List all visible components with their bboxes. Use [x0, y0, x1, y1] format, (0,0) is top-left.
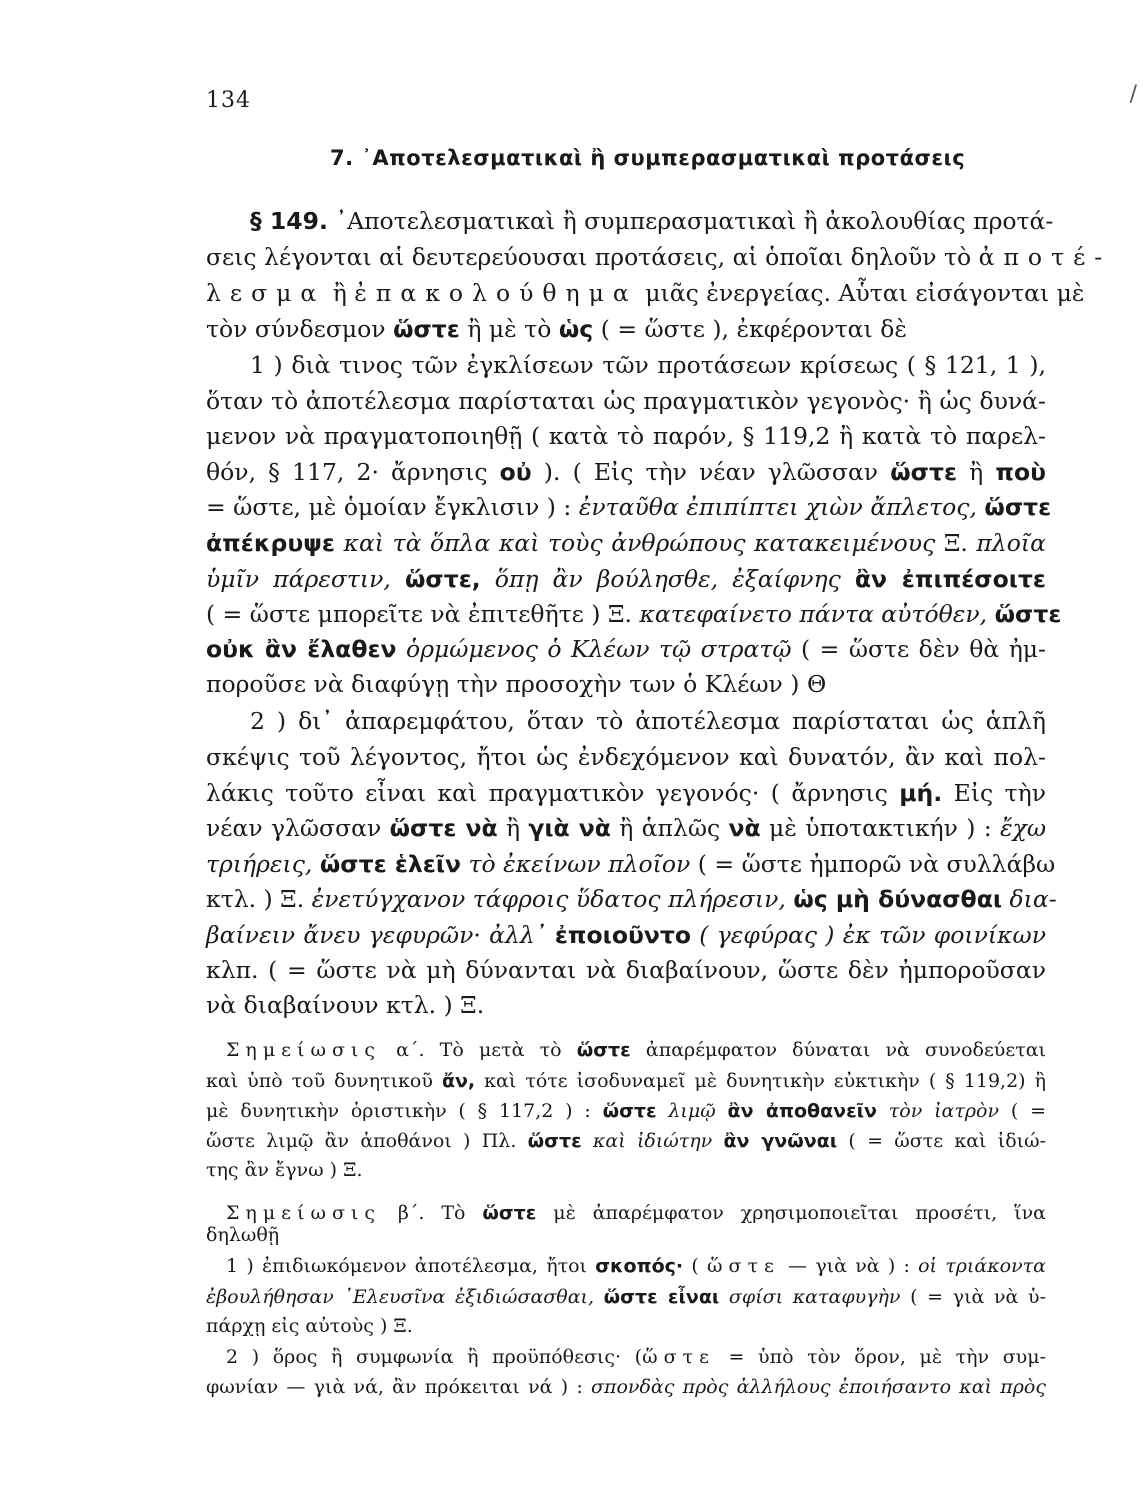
- quoted-example: τὸ ἐκείνων πλοῖον: [461, 850, 691, 878]
- bold-term: ὥστε νὰ: [389, 814, 498, 842]
- quoted-example: κατεφαίνετο πάντα αὐτόθεν,: [639, 600, 988, 628]
- spaced-term: ἀποτέ-: [978, 243, 1112, 271]
- note-text: ( = γιὰ νὰ ὑ-: [900, 1286, 1046, 1308]
- body-line-14: [206, 669, 1046, 699]
- quoted-example: πλοῖα: [976, 529, 1046, 557]
- body-text: Εἰς τὴν: [942, 779, 1047, 807]
- body-text: ἢ: [957, 458, 996, 486]
- bold-term: νὰ: [728, 814, 761, 842]
- quoted-example: ὅπῃ ἂν βούλησθε, ἐξαίφνης: [480, 565, 855, 593]
- body-line-20: [206, 884, 1057, 914]
- quoted-example: ἐνετύγχανον τάφροις ὕδατος πλήρεσιν,: [311, 885, 786, 913]
- note-text: μὲ ἀπαρέμφατον χρησιμοποιεῖται προσέτι, ἵνα: [536, 1202, 1046, 1224]
- note-line-1: [226, 1037, 1046, 1063]
- body-line-5: [250, 350, 1046, 380]
- note-line-5: [206, 1157, 1046, 1183]
- quoted-example: καὶ ἰδιώτην: [581, 1130, 724, 1152]
- bold-term: ὥστε: [984, 493, 1052, 521]
- note-line-4: [206, 1128, 1046, 1154]
- note-text: (: [683, 1255, 708, 1277]
- body-text: ( = ὥστε μπορεῖτε νὰ ἐπιτεθῆτε ) Ξ.: [206, 600, 640, 628]
- note-text: ὥστε λιμῷ ἂν ἀποθάνοι ) Πλ.: [206, 1130, 528, 1152]
- note-label: Σημείωσις: [226, 1202, 382, 1224]
- bold-term: ἀπέκρυψε: [206, 529, 335, 557]
- body-text: ). ( Εἰς τὴν νέαν γλῶσσαν: [531, 458, 891, 486]
- note-line-7: [206, 1222, 1046, 1248]
- quoted-example: ἐνταῦθα ἐπιπίπτει χιὼν ἄπλετος,: [578, 493, 977, 521]
- bold-term: ὥστε: [576, 1039, 631, 1061]
- quoted-example: ὁρμώμενος ὁ Κλέων τῷ στρατῷ: [396, 635, 792, 663]
- quoted-example: καὶ τὰ ὅπλα καὶ τοὺς ἀνθρώπους κατακειμένους: [334, 529, 936, 557]
- note-line-12: [206, 1374, 1046, 1400]
- note-text: ἀπαρέμφατον δύναται νὰ συνοδεύεται: [630, 1039, 1046, 1061]
- bold-term: ἂν ἀποθανεῖν: [727, 1100, 877, 1122]
- bold-term: ὥστε: [890, 458, 958, 486]
- note-text: καὶ τότε ἰσοδυναμεῖ μὲ δυνητικὴν εὐκτικὴν ( § 119,2) ἢ: [475, 1070, 1046, 1092]
- note-label: Σημείωσις: [226, 1039, 382, 1061]
- body-line-13: [206, 634, 1046, 664]
- body-line-2: [206, 242, 1112, 272]
- note-text: πάρχῃ εἰς αὐτοὺς ) Ξ.: [206, 1315, 413, 1337]
- body-text: ὅταν τὸ ἀποτέλεσμα παρίσταται ὡς πραγματικὸν γεγονὸς· ἢ ὡς δυνά-: [206, 387, 1046, 415]
- body-text: κλπ. ( = ὥστε νὰ μὴ δύνανται νὰ διαβαίνουν, ὥστε δὲν ἠμποροῦσαν: [206, 956, 1046, 984]
- body-text: ἢ: [325, 279, 355, 307]
- body-line-16: [206, 742, 1046, 772]
- quoted-example: ἐβουλήθησαν ᾿Ελευσῖνα ἐξιδιώσασθαι,: [206, 1286, 604, 1308]
- body-text: τὸν σύνδεσμον: [206, 315, 394, 343]
- bold-term: μή.: [899, 779, 943, 807]
- body-line-12: [206, 599, 1062, 629]
- body-line-22: [206, 955, 1046, 985]
- note-line-11: [226, 1344, 1046, 1370]
- body-line-6: [206, 386, 1046, 416]
- quoted-example: οἱ τριάκοντα: [918, 1255, 1046, 1277]
- bold-term: οὐ: [499, 458, 532, 486]
- quoted-example: λιμῷ: [656, 1100, 728, 1122]
- bold-term: ὥστε: [994, 600, 1062, 628]
- note-text: α΄. Τὸ μετὰ τὸ: [381, 1039, 577, 1061]
- page-number: 134: [206, 88, 251, 113]
- spaced-term: ὥστε: [707, 1255, 780, 1277]
- bold-term: γιὰ νὰ: [528, 814, 611, 842]
- note-text: 1 ) ἐπιδιωκόμενον ἀποτέλεσμα, ἤτοι: [226, 1255, 596, 1277]
- body-text: λάκις τοῦτο εἶναι καὶ πραγματικὸν γεγονός· ( ἄρνησις: [206, 779, 900, 807]
- body-line-1: [250, 206, 1054, 236]
- note-text: 2 ) ὅρος ἢ συμφωνία ἢ προϋπόθεσις· (: [226, 1346, 643, 1368]
- bold-term: ὥστε εἶναι: [603, 1286, 720, 1308]
- body-line-15: [250, 706, 1046, 736]
- quoted-example: ἔχω: [999, 814, 1046, 842]
- quoted-example: βαίνειν ἄνευ γεφυρῶν· ἀλλ᾿: [206, 921, 547, 949]
- body-text: κτλ. ) Ξ.: [206, 885, 312, 913]
- body-text: ἢ ἁπλῶς: [610, 814, 729, 842]
- body-line-23: [206, 990, 1046, 1020]
- body-text: Ξ.: [935, 529, 977, 557]
- note-line-3: [206, 1098, 1046, 1124]
- bold-term: ὥστε,: [404, 565, 481, 593]
- note-text: καὶ ὑπὸ τοῦ δυνητικοῦ: [206, 1070, 442, 1092]
- body-text: μιᾶς ἐνεργείας. Αὗται εἰσάγονται μὲ: [637, 279, 1085, 307]
- note-text: ( =: [999, 1100, 1046, 1122]
- body-line-21: [206, 920, 1046, 950]
- body-text: ἢ μὲ τὸ: [459, 315, 559, 343]
- note-line-10: [206, 1313, 1046, 1339]
- bold-term: ὥστε: [602, 1100, 657, 1122]
- body-text: ποροῦσε νὰ διαφύγῃ τὴν προσοχὴν των ὁ Κλέων ) Θ: [206, 670, 827, 698]
- note-text: δηλωθῇ: [206, 1224, 280, 1246]
- body-line-4: [206, 314, 1046, 344]
- body-text: ἢ: [497, 814, 529, 842]
- body-text: μὲ ὑποτακτικήν ) :: [760, 814, 1000, 842]
- note-text: = ὑπὸ τὸν ὅρον, μὲ τὴν συμ-: [714, 1346, 1046, 1368]
- body-text: 1 ) διὰ τινος τῶν ἐγκλίσεων τῶν προτάσεων κρίσεως ( § 121, 1 ),: [250, 351, 1046, 379]
- bold-term: ποὺ: [995, 458, 1046, 486]
- bold-term: ὥστε: [393, 315, 460, 343]
- body-text: νέαν γλῶσσαν: [206, 814, 390, 842]
- section-number: § 149.: [250, 207, 328, 235]
- quoted-example: τὸν ἰατρὸν: [877, 1100, 1000, 1122]
- quoted-example: σπονδὰς πρὸς ἀλλήλους ἐποιήσαντο καὶ πρὸς: [591, 1376, 1046, 1398]
- margin-mark: /: [1129, 82, 1137, 107]
- body-line-18: [206, 813, 1046, 843]
- body-line-10: [206, 528, 1046, 558]
- body-line-17: [206, 778, 1046, 808]
- body-text: νὰ διαβαίνουν κτλ. ) Ξ.: [206, 991, 485, 1019]
- bold-term: ἂν γνῶναι: [723, 1130, 838, 1152]
- body-text: [547, 921, 555, 949]
- body-text: μενον νὰ πραγματοποιηθῇ ( κατὰ τὸ παρόν, § 119,2 ἢ κατὰ τὸ παρελ-: [206, 422, 1046, 450]
- bold-term: οὐκ ἂν ἔλαθεν: [206, 635, 397, 663]
- body-line-7: [206, 421, 1046, 451]
- body-text: ( = ὥστε δὲν θὰ ἠμ-: [791, 635, 1046, 663]
- quoted-example: δια-: [1002, 885, 1057, 913]
- note-text: β΄. Τὸ: [381, 1202, 483, 1224]
- body-text: σκέψις τοῦ λέγοντος, ἤτοι ὡς ἐνδεχόμενον καὶ δυνατόν, ἂν καὶ πολ-: [206, 743, 1046, 771]
- quoted-example: ὑμῖν πάρεστιν,: [206, 565, 405, 593]
- note-line-8: [226, 1253, 1046, 1279]
- body-text: ( = ὥστε ), ἐκφέρονται δὲ: [593, 315, 907, 343]
- body-line-8: [206, 457, 1046, 487]
- note-text: — γιὰ νὰ ) :: [779, 1255, 919, 1277]
- quoted-example: σφίσι καταφυγὴν: [719, 1286, 901, 1308]
- bold-term: ὥστε: [527, 1130, 582, 1152]
- body-text: ( = ὥστε ἠμπορῶ νὰ συλλάβω: [690, 850, 1056, 878]
- bold-term: ὡς: [558, 315, 594, 343]
- body-line-19: [206, 849, 1056, 879]
- body-text: σεις λέγονται αἱ δευτερεύουσαι προτάσεις, αἱ ὁποῖαι δηλοῦν τὸ: [206, 243, 979, 271]
- spaced-term: λεσμα: [206, 279, 326, 307]
- body-text: = ὥστε, μὲ ὁμοίαν ἔγκλισιν ) :: [206, 493, 579, 521]
- note-line-9: [206, 1284, 1046, 1310]
- body-text: θόν, § 117, 2· ἄρνησις: [206, 458, 500, 486]
- spaced-term: ἐπακολούθημα: [354, 279, 638, 307]
- spaced-term: ὥστε: [642, 1346, 715, 1368]
- note-line-2: [206, 1068, 1046, 1094]
- bold-term: ἂν ἐπιπέσοιτε: [854, 565, 1046, 593]
- body-line-11: [206, 564, 1046, 594]
- note-text: μὲ δυνητικὴν ὁριστικὴν ( § 117,2 ) :: [206, 1100, 603, 1122]
- bold-term: ἄν,: [441, 1070, 476, 1092]
- body-text: 2 ) δι᾿ ἀπαρεμφάτου, ὅταν τὸ ἀποτέλεσμα παρίσταται ὡς ἁπλῆ: [250, 707, 1046, 735]
- bold-term: ἐποιοῦντο: [554, 921, 691, 949]
- section-heading: 7. ᾿Αποτελεσματικαὶ ἢ συμπερασματικαὶ προτάσεις: [330, 146, 966, 170]
- body-text: [987, 600, 994, 628]
- note-text: φωνίαν — γιὰ νά, ἂν πρόκειται νά ) :: [206, 1376, 591, 1398]
- bold-term: ὡς μὴ δύνασθαι: [793, 885, 1002, 913]
- bold-term: σκοπός·: [595, 1255, 684, 1277]
- bold-term: ὥστε ἑλεῖν: [319, 850, 462, 878]
- quoted-example: τριήρεις,: [206, 850, 320, 878]
- body-line-9: [206, 492, 1052, 522]
- note-text: της ἂν ἔγνω ) Ξ.: [206, 1159, 363, 1181]
- bold-term: ὥστε: [482, 1202, 537, 1224]
- body-text: ᾿Αποτελεσματικαὶ ἢ συμπερασματικαὶ ἢ ἀκολουθίας προτά-: [327, 207, 1054, 235]
- quoted-example: ( γεφύρας ) ἐκ τῶν φοινίκων: [690, 921, 1046, 949]
- note-text: ( = ὥστε καὶ ἰδιώ-: [837, 1130, 1046, 1152]
- body-line-3: [206, 278, 1085, 308]
